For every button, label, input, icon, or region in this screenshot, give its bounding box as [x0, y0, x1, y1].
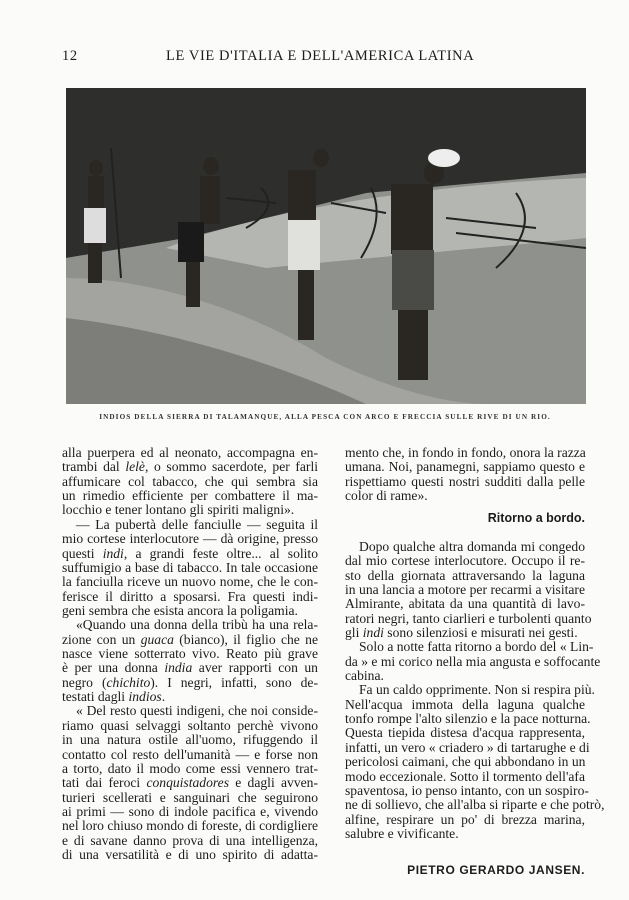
text-run: nel loro chiuso mondo di foreste, di cordigliere [62, 818, 318, 834]
italic-term: indi [362, 624, 384, 640]
italic-term: india [164, 660, 193, 676]
text-run: , o sommo sacerdote, per farli [144, 459, 319, 475]
text-line [345, 610, 592, 626]
text-run: a torto, dato il modo come essi vennero trat- [62, 760, 318, 776]
text-line [345, 797, 605, 813]
text-line [62, 661, 318, 675]
text-run: contatto col resto dell'umanità — e forse non [62, 746, 318, 762]
text-run: — La pubertà delle fanciulle — seguita il [76, 516, 318, 532]
text-line [345, 770, 585, 784]
text-line [345, 711, 591, 727]
text-run: ne di sollievo, che all'alba si riparte e che potrò, [345, 797, 605, 813]
text-run: alla puerpera ed al neonato, accompagna en- [62, 445, 318, 460]
text-run: « Del resto questi indigeni, che noi conside- [76, 703, 318, 719]
italic-term: conquistadores [146, 775, 230, 791]
text-run: color di rame». [345, 488, 428, 504]
text-line [62, 848, 318, 862]
text-line [345, 813, 585, 827]
text-run: in una natura ostile all'uomo, rifuggendo il [62, 732, 318, 748]
text-line [345, 739, 590, 755]
text-run: sono silenziosi e misurati nei gesti. [383, 624, 578, 640]
text-line [345, 698, 585, 712]
text-line [345, 639, 594, 655]
text-line [345, 540, 585, 554]
text-line [62, 676, 318, 690]
text-line [345, 827, 585, 841]
text-line [62, 762, 318, 776]
italic-term: indios [128, 689, 162, 705]
text-run: (bianco), il figlio che ne [173, 631, 318, 647]
text-run: rispettiamo questi nostri sudditi dalla pelle [345, 473, 585, 489]
text-run: aver rapporti con un [192, 660, 318, 676]
text-line [62, 503, 318, 517]
text-line [345, 569, 585, 583]
text-line [345, 583, 585, 597]
text-run: nasce viene sotterrato vivo. Reato più grave [62, 646, 318, 662]
text-run: di una versatilità e di uno spirito di adatta- [62, 847, 318, 863]
text-line [62, 489, 318, 503]
text-line [62, 590, 318, 604]
text-line [345, 653, 601, 669]
column-right-top [345, 446, 585, 503]
text-run: è per una donna [62, 660, 165, 676]
text-line [62, 791, 318, 805]
text-line [62, 719, 318, 733]
text-line [62, 819, 318, 833]
text-line [345, 755, 585, 769]
photo-illustration [66, 88, 586, 404]
text-run: Nell'acqua immota della laguna qualche [345, 696, 585, 712]
text-run: da » e mi corico nella mia angusta e soffocante [345, 653, 601, 669]
text-run: ). I negri, infatti, sono de- [150, 674, 318, 690]
text-line [62, 446, 318, 460]
text-line [345, 782, 589, 798]
text-line [62, 633, 318, 647]
text-line [62, 776, 318, 790]
photo-indios-fishing [66, 88, 586, 404]
text-run: spaventosa, io penso intanto, con un sospiro- [345, 782, 589, 798]
text-line [345, 446, 585, 460]
text-column-right [345, 445, 605, 878]
text-line [62, 547, 318, 561]
text-line [62, 805, 318, 819]
text-run: trambi dal [62, 459, 126, 475]
text-run: , a grandi feste oltre... al solito [123, 545, 319, 561]
text-run: in una lancia a motore per recarmi a visitare [345, 581, 585, 597]
text-run: mento che, in fondo in fondo, onora la razza [345, 445, 586, 460]
text-run: Dopo qualche altra domanda mi congedo [359, 538, 585, 554]
text-column-left [62, 446, 318, 862]
text-run: dal mio cortese interlocutore. Occupo il re- [345, 553, 585, 569]
text-run: turieri scellerati e sanguinari che seguirono [62, 789, 318, 805]
text-line [62, 604, 318, 618]
text-line [345, 626, 585, 640]
italic-term: lelè [125, 459, 145, 475]
text-line [62, 748, 318, 762]
text-run: gli [345, 624, 363, 640]
text-run: sto della giornata attraversando la laguna [345, 567, 585, 583]
text-run: questi [62, 545, 103, 561]
text-line [345, 669, 585, 683]
text-run: Fa un caldo opprimente. Non si respira più. [359, 682, 595, 698]
author-signature: PIETRO GERARDO JANSEN. [407, 863, 585, 878]
text-line [62, 690, 318, 704]
text-line [62, 532, 318, 546]
text-run: modo eccezionale. Sotto il tormento dell'afa [345, 768, 585, 784]
text-line [62, 460, 318, 474]
text-run: suffumigio a base di tabacco. In tale occasione [62, 559, 318, 575]
text-run: tonfo rompe l'alto silenzio e la pace notturna. [345, 711, 591, 727]
italic-term: chichito [106, 674, 151, 690]
text-run: pericolosi caimani, che qui abbondano in un [345, 754, 586, 770]
text-run: mio cortese interlocutore — dà origine, presso [62, 531, 318, 547]
text-line [62, 704, 318, 718]
text-line [345, 597, 585, 611]
text-run: e di savane danno prova di una intelligenza, [62, 832, 318, 848]
text-line [345, 554, 585, 568]
text-run: Almirante, abitata da una quantità di lavo- [345, 596, 585, 612]
text-line [62, 733, 318, 747]
text-line [345, 726, 585, 740]
text-run: un rimedio efficiente per combattere il ma- [62, 488, 318, 504]
text-run: e dagli avven- [229, 775, 318, 791]
text-run: cabina. [345, 668, 384, 684]
text-run: tati dai feroci [62, 775, 147, 791]
text-run: infatti, un vero « criadero » di tartarughe e di [345, 739, 590, 755]
page-number: 12 [62, 48, 78, 64]
italic-term: indi [102, 545, 124, 561]
text-run: la fanciulla riceve un nuovo nome, che le con- [62, 574, 318, 590]
text-line [345, 682, 595, 698]
text-line [345, 489, 585, 503]
column-right-bottom [345, 538, 605, 842]
text-line [62, 518, 318, 532]
text-line [62, 561, 318, 575]
text-run: «Quando una donna della tribù ha una rela- [76, 617, 318, 633]
text-run: testati dagli [62, 689, 129, 705]
text-line [345, 460, 585, 474]
text-run: riamo quasi selvaggi soltanto perchè vivono [62, 717, 318, 733]
photo-caption: INDIOS DELLA SIERRA DI TALAMANQUE, ALLA PESCA CON ARCO E FRECCIA SULLE RIVE DI UN RIO. [99, 413, 551, 421]
text-line [345, 475, 585, 489]
text-line [62, 647, 318, 661]
text-run: . [161, 689, 166, 705]
text-run: ratori negri, tanto ciarlieri e turbolenti quanto [345, 610, 592, 626]
text-run: ai primi — sono di indole pacifica e, vivendo [62, 803, 318, 819]
text-run: locchio e tener lontano gli spiriti maligni». [62, 502, 295, 518]
text-run: alfine, respirare un po' di brezza marina, [345, 811, 585, 827]
text-run: Solo a notte fatta ritorno a bordo del « Lin- [359, 639, 594, 655]
section-heading: Ritorno a bordo. [487, 511, 585, 526]
text-run: Questa tiepida distesa d'acqua rappresenta, [345, 725, 585, 741]
text-run: geni sembra che esista ancora la poligamia. [62, 602, 298, 618]
text-run: salubre e vivificante. [345, 825, 459, 841]
text-run: ferisce il diritto a sposarsi. Fra questi indi- [62, 588, 318, 604]
text-line [62, 834, 318, 848]
italic-term: guaca [140, 631, 174, 647]
text-line [62, 618, 318, 632]
text-line [62, 475, 318, 489]
text-run: zione con un [62, 631, 141, 647]
running-title: LE VIE D'ITALIA E DELL'AMERICA LATINA [166, 48, 475, 64]
text-run: affumicare col tabacco, che qui sembra sia [62, 473, 318, 489]
text-run: negro ( [62, 674, 107, 690]
text-line [62, 575, 318, 589]
text-run: umana. Noi, panamegni, sappiamo questo e [345, 459, 585, 475]
